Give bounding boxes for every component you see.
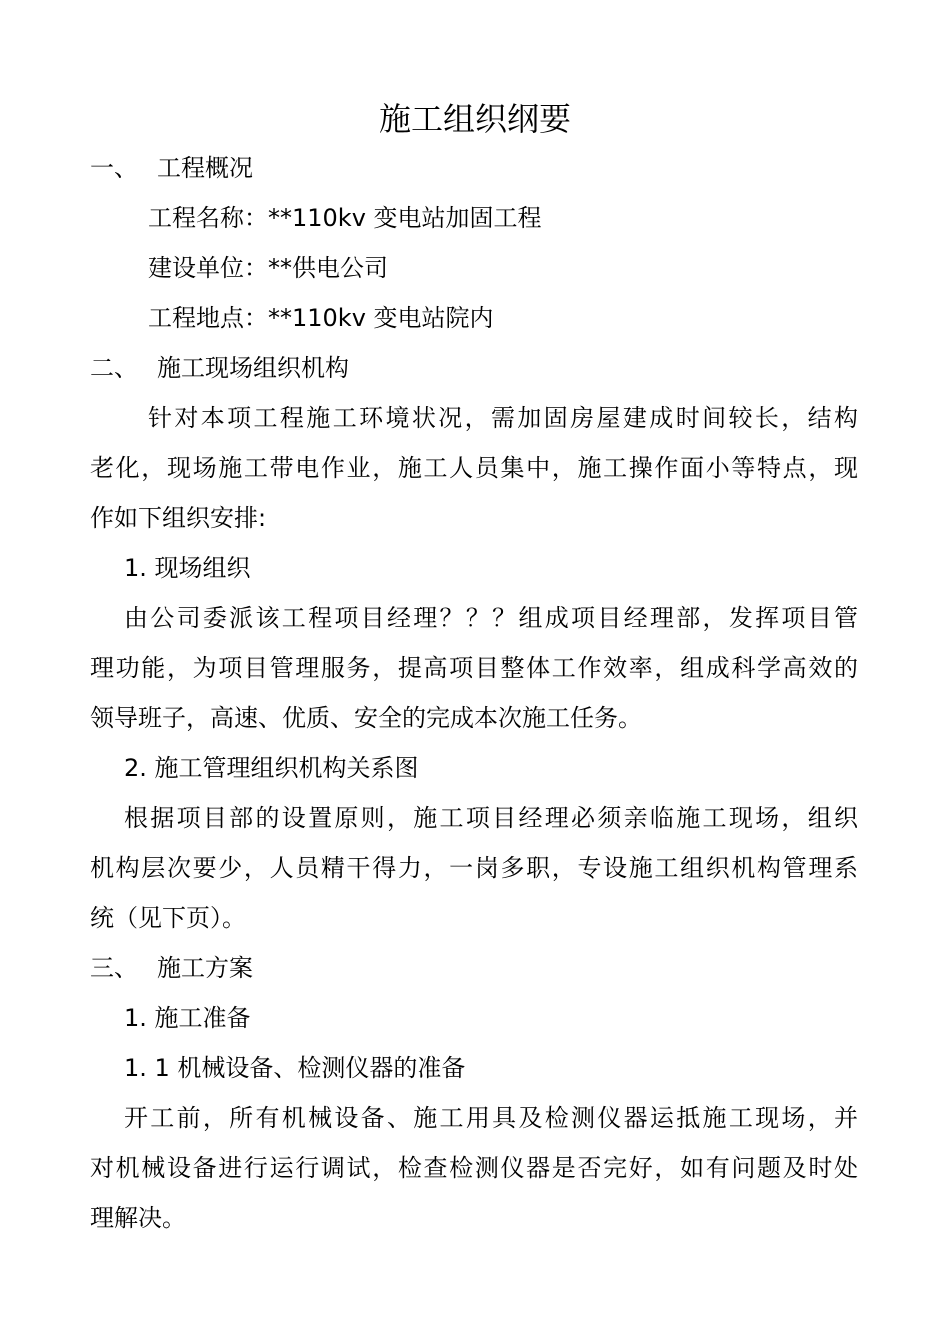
paragraph-line: 老化，现场施工带电作业，施工人员集中，施工操作面小等特点，现 <box>90 454 858 482</box>
paragraph-line: 理解决。 <box>90 1204 186 1232</box>
paragraph-line: 针对本项工程施工环境状况，需加固房屋建成时间较长，结构 <box>148 404 858 432</box>
section-title: 施工现场组织机构 <box>157 354 349 382</box>
subsection-heading: 1. 施工准备 <box>124 1004 251 1032</box>
project-name-line: 工程名称：**110kv 变电站加固工程 <box>148 204 542 232</box>
section-title: 施工方案 <box>157 954 253 982</box>
subsection-heading: 2. 施工管理组织机构关系图 <box>124 754 419 782</box>
document-title: 施工组织纲要 <box>378 100 571 138</box>
paragraph-line: 开工前，所有机械设备、施工用具及检测仪器运抵施工现场，并 <box>124 1104 858 1132</box>
section-title: 工程概况 <box>157 154 253 182</box>
paragraph-line: 理功能，为项目管理服务，提高项目整体工作效率，组成科学高效的 <box>90 654 858 682</box>
location-line: 工程地点：**110kv 变电站院内 <box>148 304 494 332</box>
section-number: 二、 <box>90 354 138 382</box>
paragraph-line: 机构层次要少，人员精干得力，一岗多职，专设施工组织机构管理系 <box>90 854 858 882</box>
paragraph-line: 由公司委派该工程项目经理？？？组成项目经理部，发挥项目管 <box>124 604 858 632</box>
section-number: 三、 <box>90 954 138 982</box>
owner-line: 建设单位：**供电公司 <box>148 254 388 282</box>
section-heading-overview <box>90 143 253 193</box>
section-heading-plan <box>90 943 253 993</box>
subsection-heading: 1. 现场组织 <box>124 554 251 582</box>
paragraph-line: 作如下组织安排: <box>90 504 267 532</box>
paragraph-line: 对机械设备进行运行调试，检查检测仪器是否完好，如有问题及时处 <box>90 1154 858 1182</box>
section-heading-organization <box>90 343 349 393</box>
paragraph-line: 统（见下页）。 <box>90 904 246 932</box>
section-number: 一、 <box>90 154 138 182</box>
subsection-heading: 1. 1 机械设备、检测仪器的准备 <box>124 1054 466 1082</box>
paragraph-line: 根据项目部的设置原则，施工项目经理必须亲临施工现场，组织 <box>124 804 858 832</box>
paragraph-line: 领导班子，高速、优质、安全的完成本次施工任务。 <box>90 704 642 732</box>
